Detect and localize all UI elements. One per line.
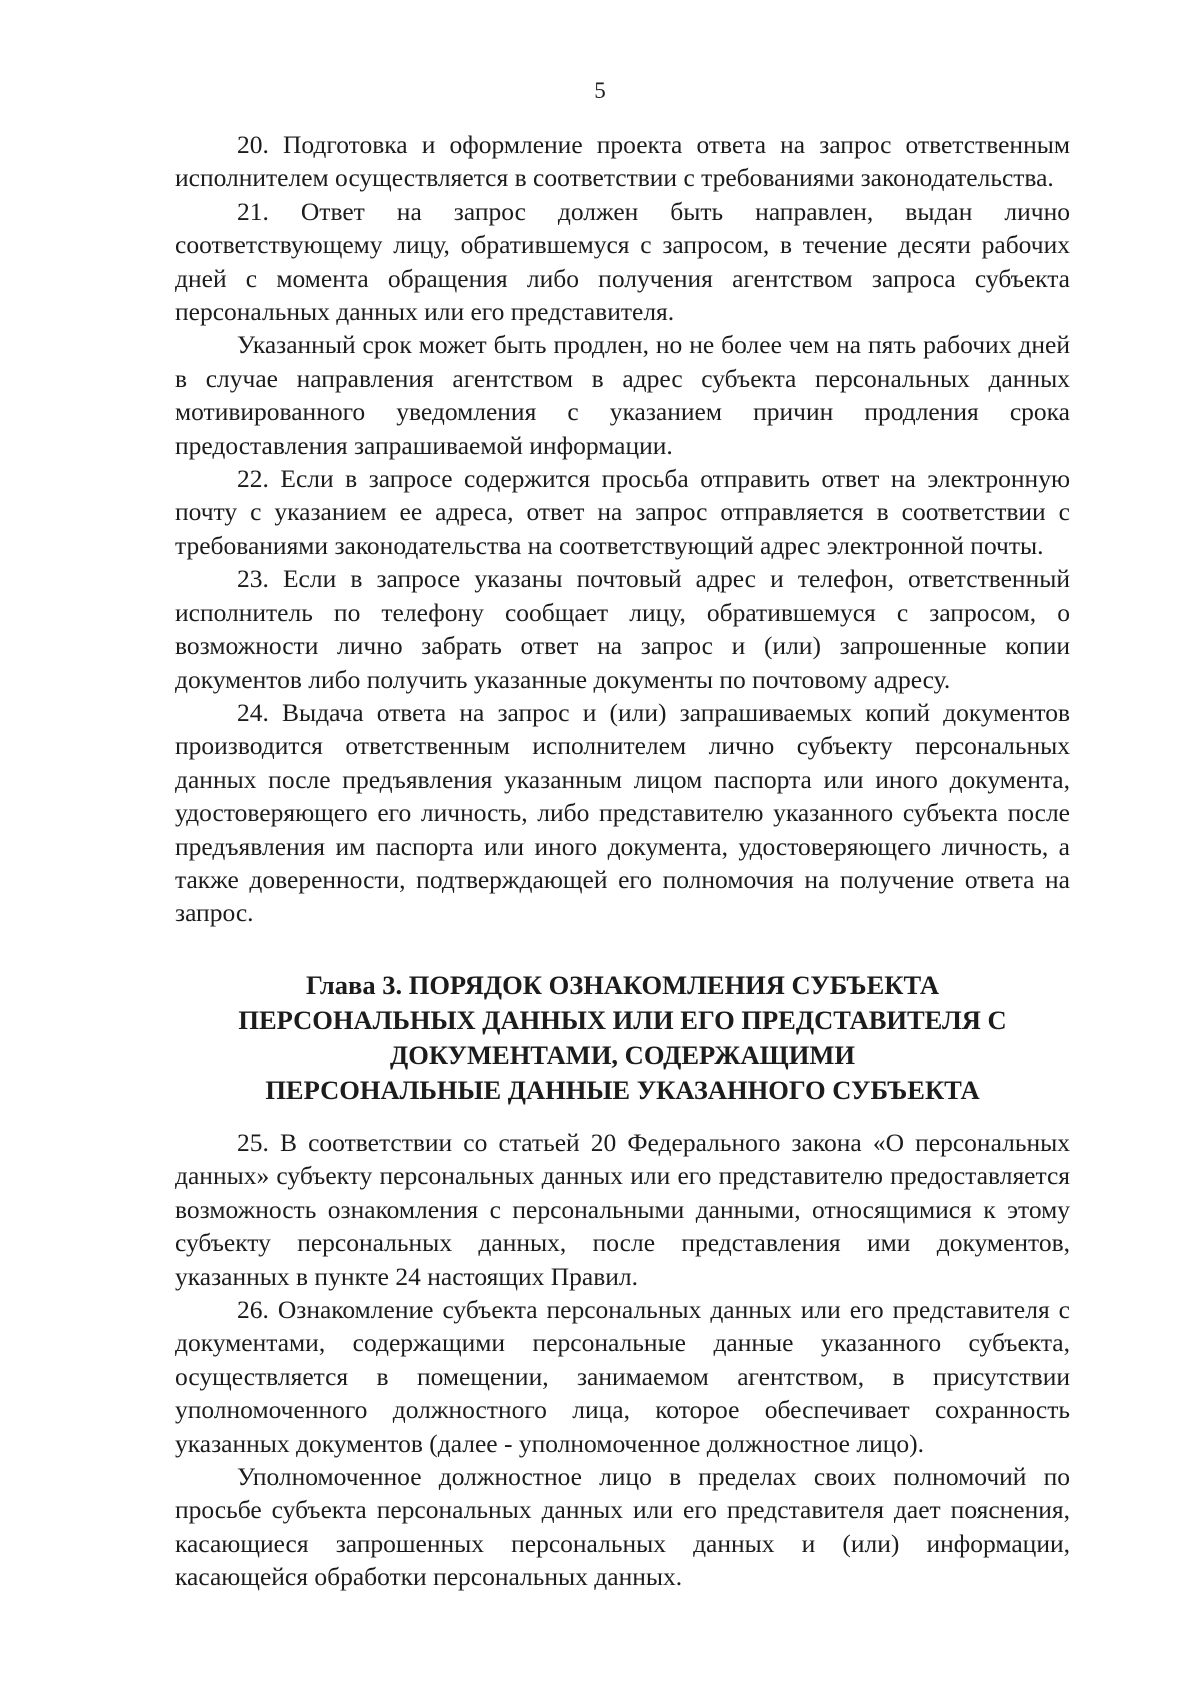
paragraph-25: 25. В соответствии со статьей 20 Федерального закона «О персональных данных» субъекту персональных данных или его представителю предоставляется возможность ознакомления с персональными данными, относящимися к этому субъекту персональных данных, после представления ими документов, указанных в пункте 24 настоящих Правил. xyxy=(175,1128,1070,1291)
paragraph-22: 22. Если в запросе содержится просьба отправить ответ на электронную почту с указанием ее адреса, ответ на запрос отправляется в соответствии с требованиями законодательства на соответствующий адрес электронной почты. xyxy=(175,464,1070,560)
paragraph-21-extension: Указанный срок может быть продлен, но не более чем на пять рабочих дней в случае направления агентством в адрес субъекта персональных данных мотивированного уведомления с указанием причин продления срока предоставления запрашиваемой информации. xyxy=(175,330,1070,460)
text-block-2 xyxy=(175,1126,1070,1594)
paragraph-23: 23. Если в запросе указаны почтовый адрес и телефон, ответственный исполнитель по телефону сообщает лицу, обратившемуся с запросом, о возможности лично забрать ответ на запрос и (или) запрошенные копии документов либо получить указанные документы по почтовому адресу. xyxy=(175,564,1070,694)
paragraph-24: 24. Выдача ответа на запрос и (или) запрашиваемых копий документов производится ответственным исполнителем лично субъекту персональных данных после предъявления указанным лицом паспорта или иного документа, удостоверяющего его личность, либо представителю указанного субъекта после предъявления им паспорта или иного документа, удостоверяющего личность, а также доверенности, подтверждающей его полномочия на получение ответа на запрос. xyxy=(175,697,1070,928)
chapter-heading-line: ДОКУМЕНТАМИ, СОДЕРЖАЩИМИ xyxy=(390,1040,855,1070)
page-number: 5 xyxy=(594,78,606,103)
paragraph-20: 20. Подготовка и оформление проекта ответа на запрос ответственным исполнителем осуществляется в соответствии с требованиями законодательства. xyxy=(175,130,1070,193)
chapter-heading-line: ПЕРСОНАЛЬНЫЕ ДАННЫЕ УКАЗАННОГО СУБЪЕКТА xyxy=(265,1075,980,1105)
chapter-heading-line: ПЕРСОНАЛЬНЫХ ДАННЫХ ИЛИ ЕГО ПРЕДСТАВИТЕЛЯ С xyxy=(238,1005,1007,1035)
paragraph-26-explanation: Уполномоченное должностное лицо в пределах своих полномочий по просьбе субъекта персональных данных или его представителя дает пояснения, касающиеся запрошенных персональных данных и (или) информации, касающейся обработки персональных данных. xyxy=(175,1462,1070,1592)
chapter-heading-line: Глава 3. ПОРЯДОК ОЗНАКОМЛЕНИЯ СУБЪЕКТА xyxy=(306,970,939,1000)
paragraph-26: 26. Ознакомление субъекта персональных данных или его представителя с документами, содержащими персональные данные указанного субъекта, осуществляется в помещении, занимаемом агентством, в присутствии уполномоченного должностного лица, которое обеспечивает сохранность указанных документов (далее - уполномоченное должностное лицо). xyxy=(175,1295,1070,1458)
chapter-heading xyxy=(175,968,1070,1108)
text-block-1 xyxy=(175,128,1070,930)
paragraph-21: 21. Ответ на запрос должен быть направлен, выдан лично соответствующему лицу, обратившемуся с запросом, в течение десяти рабочих дней с момента обращения либо получения агентством запроса субъекта персональных данных или его представителя. xyxy=(175,196,1070,327)
